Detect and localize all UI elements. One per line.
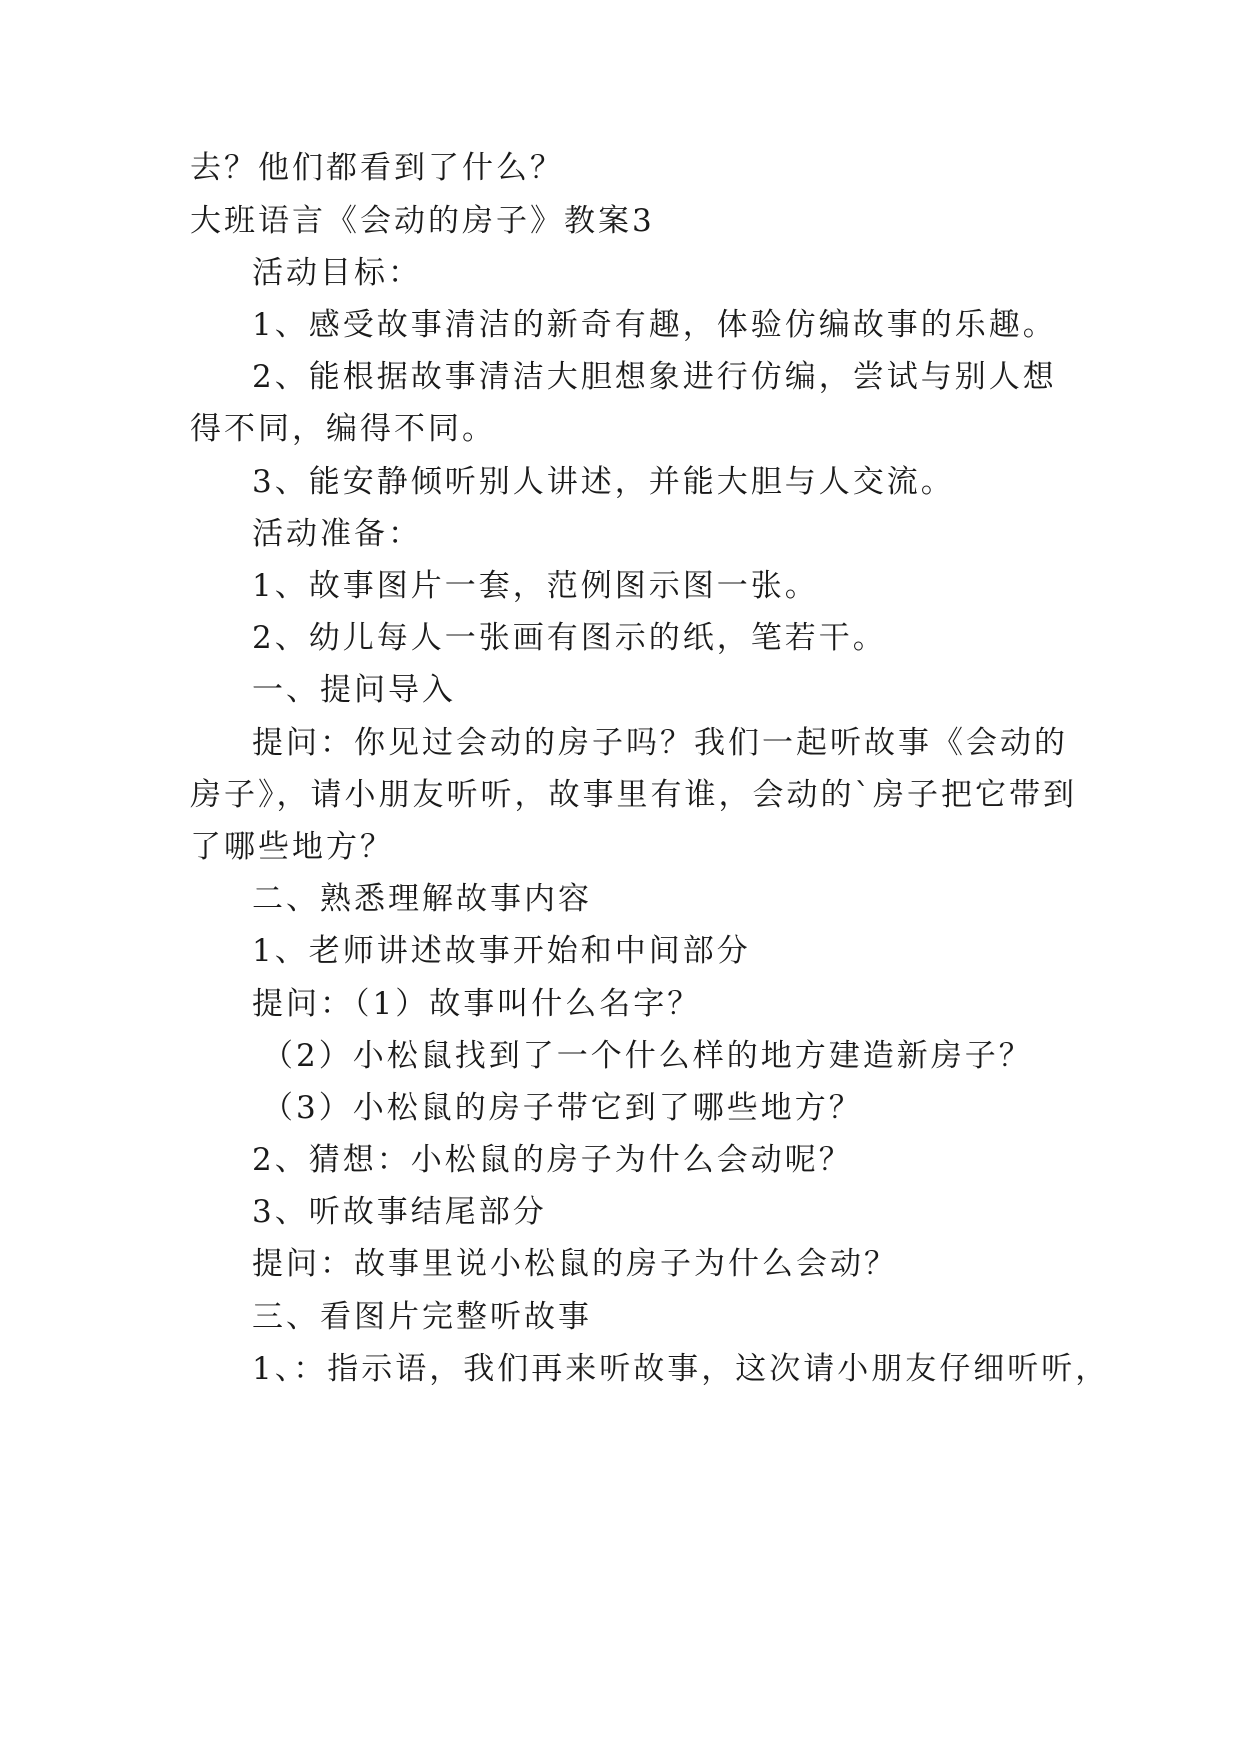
text-line: 1、感受故事清洁的新奇有趣，体验仿编故事的乐趣。 xyxy=(252,307,1057,343)
text-line: 三、看图片完整听故事 xyxy=(252,1299,592,1335)
text-line: 1、故事图片一套，范例图示图一张。 xyxy=(252,568,819,604)
text-line: 2、能根据故事清洁大胆想象进行仿编，尝试与别人想 xyxy=(252,359,1057,395)
text-line: 2、猜想：小松鼠的房子为什么会动呢？ xyxy=(252,1142,853,1178)
text-line: 1、老师讲述故事开始和中间部分 xyxy=(252,933,751,969)
text-line: （2）小松鼠找到了一个什么样的地方建造新房子？ xyxy=(262,1038,1033,1074)
text-line: （3）小松鼠的房子带它到了哪些地方？ xyxy=(262,1090,863,1126)
text-line: 提问：你见过会动的房子吗？我们一起听故事《会动的 xyxy=(252,725,1068,761)
text-line: 活动准备： xyxy=(252,516,422,552)
text-line: 提问：故事里说小松鼠的房子为什么会动？ xyxy=(252,1246,898,1282)
text-line: 房子》，请小朋友听听，故事里有谁，会动的`房子把它带到 xyxy=(190,777,1077,813)
text-line: 一、提问导入 xyxy=(252,672,456,708)
text-line: 1、：指示语，我们再来听故事，这次请小朋友仔细听听， xyxy=(252,1351,1110,1387)
text-line: 2、幼儿每人一张画有图示的纸，笔若干。 xyxy=(252,620,887,656)
text-line: 二、熟悉理解故事内容 xyxy=(252,881,592,917)
section-heading: 大班语言《会动的房子》教案3 xyxy=(190,203,655,239)
text-line: 得不同，编得不同。 xyxy=(190,411,496,447)
text-line: 去？他们都看到了什么？ xyxy=(190,150,564,186)
text-line: 3、听故事结尾部分 xyxy=(252,1194,547,1230)
text-line: 提问：（1）故事叫什么名字？ xyxy=(252,986,702,1022)
text-line: 了哪些地方？ xyxy=(190,829,394,865)
text-line: 3、能安静倾听别人讲述，并能大胆与人交流。 xyxy=(252,464,955,500)
text-line: 活动目标： xyxy=(252,255,422,291)
